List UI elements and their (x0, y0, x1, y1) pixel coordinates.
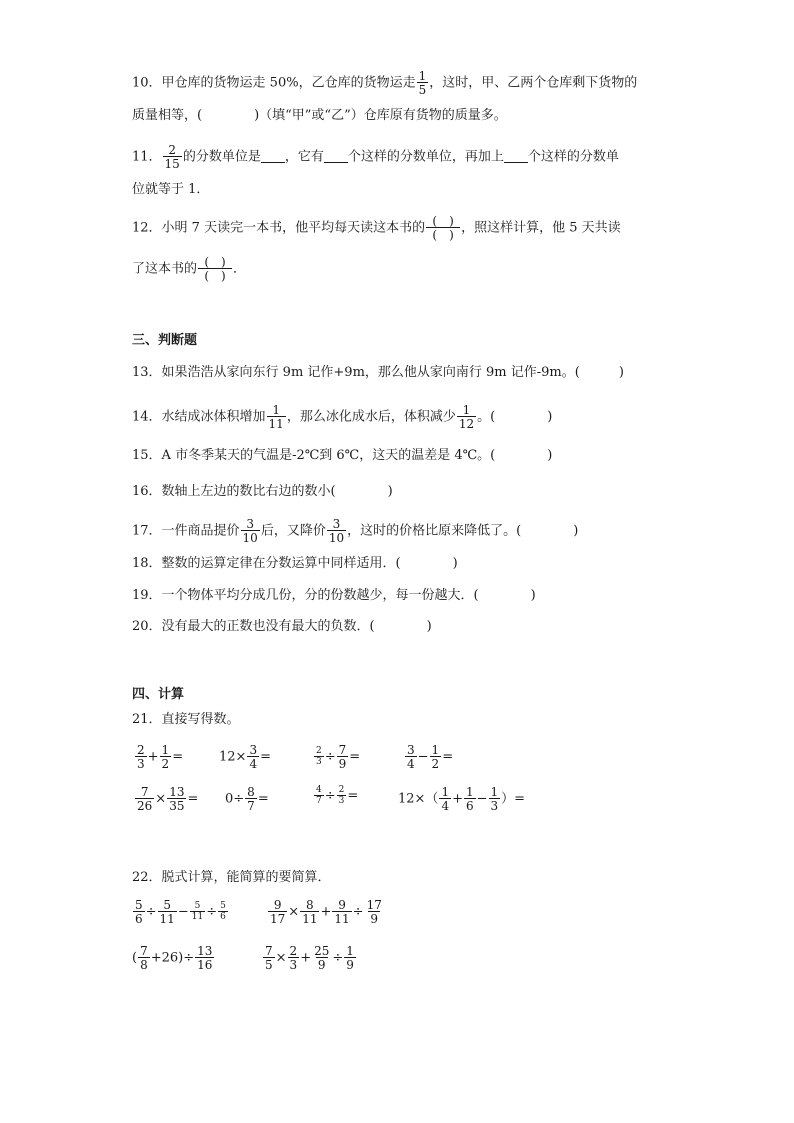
q12-blank-fraction[interactable] (426, 215, 460, 241)
q12-text-c: 了这本书的 (132, 261, 198, 277)
numerator: 1 (272, 403, 280, 417)
q11-text-c: 个这样的分数单位，再加上 (347, 149, 504, 165)
answer-blank[interactable] (261, 162, 285, 163)
denominator: 11 (268, 417, 284, 431)
q22-expr-4: $\frac{7}{5}$ × $\frac{2}{3}$ + $\frac{25}{9}$ ÷ $\frac{1}{9}$ (265, 944, 354, 972)
q17-text-c: ，这时的价格比原来降低了。( ) (347, 523, 579, 539)
denominator: 5 (418, 83, 427, 97)
q21-expr-7: $\frac{4}{7}$ ÷ $\frac{2}{3}$ = (316, 785, 359, 806)
q14-fraction-2 (457, 404, 476, 430)
q17-fraction-1 (241, 518, 260, 544)
denominator: 10 (328, 531, 345, 545)
q10-fraction (417, 70, 429, 96)
question-17 (132, 518, 578, 544)
q17-fraction-2 (327, 518, 346, 544)
denominator: 15 (164, 157, 180, 171)
q21-expr-6: 0÷ $\frac{8}{7}$ = (225, 785, 269, 813)
q12-blank-fraction-2[interactable] (198, 256, 232, 282)
q14-text-a: 14．水结成冰体积增加 (132, 409, 266, 425)
q21-expr-5: $\frac{7}{26}$ × $\frac{13}{35}$ = (137, 785, 199, 813)
q17-text-a: 17．一件商品提价 (132, 523, 240, 539)
q21-expr-1: $\frac{2}{3}$ + $\frac{1}{2}$ = (137, 743, 184, 771)
q21-expr-4: $\frac{3}{4}$ − $\frac{1}{2}$ = (407, 743, 454, 771)
q14-text-b: ，那么冰化成水后，体积减少 (286, 409, 456, 425)
question-12-line-2 (132, 256, 246, 282)
q12-text-d: ． (233, 261, 247, 277)
question-19: 19．一个物体平均分成几份，分的份数越少，每一份越大．( ) (132, 588, 536, 603)
denominator: ( ) (198, 268, 232, 282)
q22-expr-2: $\frac{9}{17}$ × $\frac{8}{11}$ + $\frac{9}{11}$ ÷ $\frac{17}{9}$ (270, 898, 382, 926)
question-18: 18．整数的运算定律在分数运算中同样适用．( ) (132, 556, 458, 571)
q14-text-c: 。( ) (477, 409, 553, 425)
question-10-line-1 (132, 70, 637, 96)
q12-text-b: ，照这样计算，他 5 天共读 (461, 220, 621, 236)
question-13: 13．如果浩浩从家向东行 9m 记作+9m，那么他从家向南行 9m 记作-9m。( ) (132, 365, 624, 380)
question-11-line-1 (132, 144, 619, 170)
numerator: 1 (418, 69, 427, 83)
numerator: 3 (246, 517, 254, 531)
q21-expr-2: 12× $\frac{3}{4}$ = (219, 743, 271, 771)
q10-text-a: 10．甲仓库的货物运走 50%，乙仓库的货物运走 (132, 75, 416, 91)
question-10-line-2: 质量相等，( )（填“甲”或“乙”）仓库原有货物的质量多。 (132, 108, 507, 123)
section-title-calculation: 四、计算 (132, 687, 185, 702)
q21-expr-8: 12×（ $\frac{1}{4}$ + $\frac{1}{6}$ − $\frac{1}{3}$ ）= (398, 785, 526, 813)
q17-text-b: 后，又降价 (260, 523, 326, 539)
numerator: ( ) (204, 255, 226, 269)
denominator: ( ) (426, 227, 460, 241)
q14-fraction-1 (267, 404, 286, 430)
denominator: 10 (242, 531, 258, 545)
q10-text-b: ，这时，甲、乙两个仓库剩下货物的 (429, 75, 638, 91)
q11-text-a: 的分数单位是 (182, 149, 261, 165)
q11-text-b: ，它有 (284, 149, 324, 165)
question-20: 20．没有最大的正数也没有最大的负数．( ) (132, 619, 432, 634)
question-22-title: 22．脱式计算，能简算的要简算． (132, 870, 331, 885)
question-11-line-2: 位就等于 1． (132, 182, 210, 197)
question-16: 16．数轴上左边的数比右边的数小( ) (132, 484, 393, 499)
denominator: 12 (458, 417, 475, 431)
question-14 (132, 404, 552, 430)
question-12-line-1 (132, 215, 621, 241)
q11-text-d: 个这样的分数单 (527, 149, 619, 165)
numerator: 1 (462, 403, 471, 417)
numerator: 2 (168, 143, 176, 157)
numerator: ( ) (432, 214, 454, 228)
q22-expr-1: $\frac{5}{6}$ ÷ $\frac{5}{11}$ − $\frac{5}{11}$ ÷ $\frac{5}{6}$ (135, 898, 226, 926)
answer-blank[interactable] (504, 162, 528, 163)
q11-fraction (163, 144, 182, 170)
q21-expr-3: $\frac{2}{3}$ ÷ $\frac{7}{9}$ = (316, 743, 361, 771)
q22-expr-3: ( $\frac{7}{8}$ +26)÷ $\frac{13}{16}$ (132, 944, 213, 972)
section-title-judgement: 三、判断题 (132, 333, 198, 348)
q12-text-a: 12．小明 7 天读完一本书，他平均每天读这本书的 (132, 220, 426, 236)
numerator: 3 (332, 517, 341, 531)
question-15: 15．A 市冬季某天的气温是-2℃到 6℃，这天的温差是 4℃。( ) (132, 448, 553, 463)
answer-blank[interactable] (324, 162, 348, 163)
q11-number: 11． (132, 149, 162, 165)
question-21-title: 21．直接写得数。 (132, 712, 240, 727)
